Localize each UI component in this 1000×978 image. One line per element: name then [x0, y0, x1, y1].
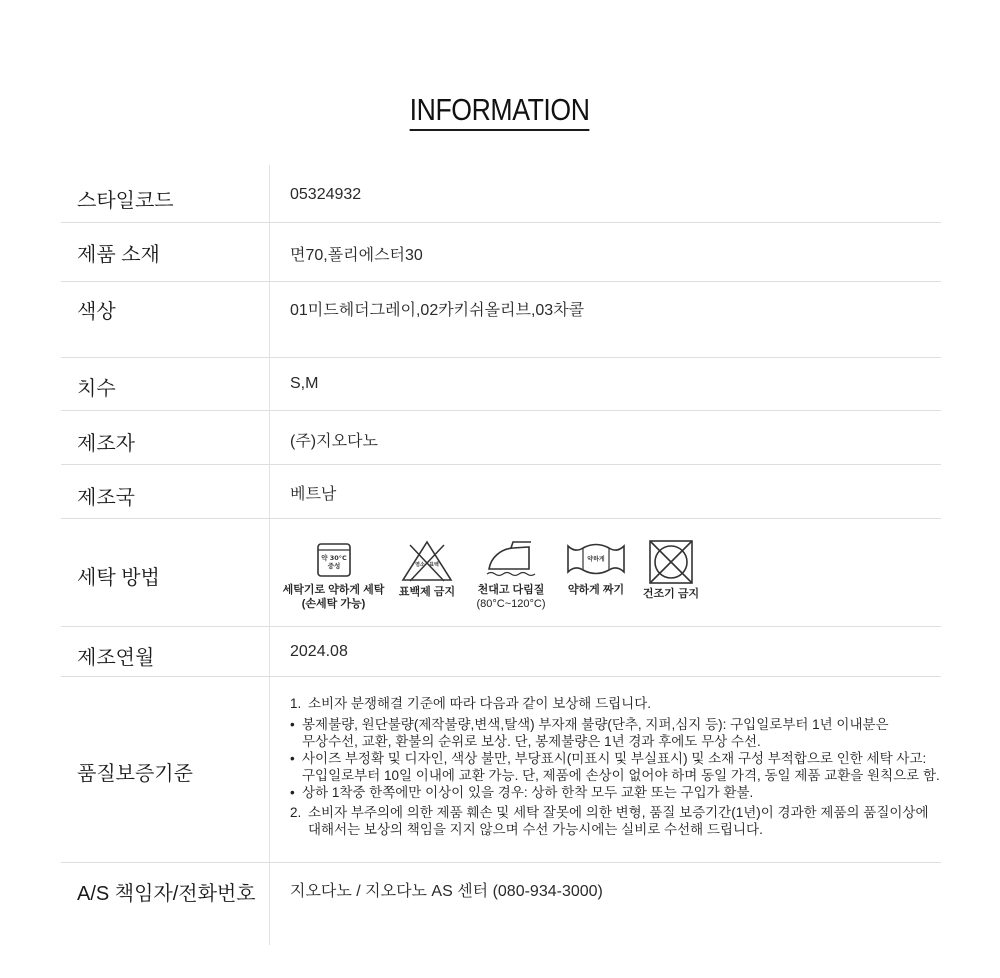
value-material: 면70,폴리에스터30 — [290, 247, 423, 264]
row-washing — [61, 519, 941, 627]
info-table — [61, 165, 941, 943]
row-style-code — [61, 165, 941, 223]
page-title-wrap — [0, 92, 1000, 131]
bullet-dot: • — [290, 717, 295, 732]
care-caption-dry: 건조기 금지 — [642, 588, 700, 600]
label-size: 치수 — [77, 378, 116, 400]
row-warranty — [61, 677, 941, 863]
bleach-chlorine-text: 염소 — [415, 562, 425, 568]
bullet-dot: • — [290, 785, 295, 800]
warranty-b2-line2: 구입일로부터 10일 이내에 교환 가능. 단, 제품에 손상이 없어야 하며 동일 가격, 동일 제품 교환을 원칙으로 함. — [302, 768, 940, 783]
row-date — [61, 627, 941, 677]
label-washing: 세탁 방법 — [77, 567, 160, 589]
care-caption-wring: 약하게 짜기 — [567, 584, 625, 596]
row-maker — [61, 411, 941, 465]
label-material: 제품 소재 — [77, 244, 160, 266]
no-tumble-dry-icon — [647, 539, 695, 585]
care-item-bleach — [387, 539, 467, 599]
care-caption-bleach: 표백제 금지 — [398, 586, 456, 598]
warranty-paragraph-2 — [290, 804, 940, 838]
row-size — [61, 358, 941, 411]
label-as: A/S 책임자/전화번호 — [77, 883, 256, 905]
value-country: 베트남 — [290, 486, 337, 503]
warranty-b1-line1: 봉제불량, 원단불량(제작불량,변색,탈색) 부자재 불량(단추, 지퍼,심지 등): 구입일로부터 1년 이내분은 — [302, 717, 889, 732]
wash-neutral-text: 중성 — [327, 562, 340, 570]
row-country — [61, 465, 941, 519]
warranty-paragraph-1 — [290, 695, 940, 712]
warranty-text — [290, 695, 940, 839]
warranty-p2-line2: 대해서는 보상의 책임을 지지 않으며 수선 가능시에는 실비로 수선해 드립니다. — [308, 822, 763, 837]
warranty-num-1: 1. — [290, 696, 302, 711]
value-color: 01미드헤더그레이,02카키쉬올리브,03차콜 — [290, 302, 585, 319]
warranty-bullet-3 — [290, 784, 940, 801]
care-item-dry — [631, 539, 711, 601]
care-item-wring — [551, 539, 641, 597]
wring-text: 약하게 — [587, 556, 605, 563]
warranty-bullet-1 — [290, 716, 940, 750]
page-title: INFORMATION — [410, 92, 590, 131]
label-maker: 제조자 — [77, 433, 135, 455]
row-material — [61, 223, 941, 282]
row-as — [61, 863, 941, 943]
gentle-wring-icon — [565, 539, 627, 577]
row-color — [61, 282, 941, 358]
warranty-b1-line2: 무상수선, 교환, 환불의 순위로 보상. 단, 봉제불량은 1년 경과 후에도 무상 수선. — [302, 734, 761, 749]
warranty-b3-line: 상하 1착중 한쪽에만 이상이 있을 경우: 상하 한착 모두 교환 또는 구입가 환불. — [302, 785, 754, 800]
value-as: 지오다노 / 지오다노 AS 센터 (080-934-3000) — [290, 883, 603, 900]
warranty-num-2: 2. — [290, 805, 302, 820]
label-color: 색상 — [77, 301, 116, 323]
care-item-iron — [461, 539, 561, 611]
label-country: 제조국 — [77, 487, 135, 509]
iron-icon — [483, 539, 539, 579]
care-caption-iron-1: 천대고 다림질 — [477, 584, 545, 596]
label-style-code: 스타일코드 — [77, 190, 174, 212]
value-size: S,M — [290, 375, 319, 392]
wash-tub-icon — [314, 539, 354, 579]
wash-temp-text: 약 30°C — [320, 554, 347, 562]
no-bleach-icon — [400, 539, 454, 583]
care-item-wash — [281, 539, 386, 611]
warranty-b2-line1: 사이즈 부정확 및 디자인, 색상 불만, 부당표시(미표시 및 부실표시) 및 소재 구성 부적합으로 인한 세탁 사고: — [302, 751, 927, 766]
care-caption-wash-2: (손세탁 가능) — [301, 598, 366, 610]
value-maker: (주)지오다노 — [290, 433, 378, 450]
bullet-dot: • — [290, 751, 295, 766]
label-date: 제조연월 — [77, 647, 155, 669]
bleach-text: 표백 — [429, 562, 439, 568]
value-style-code: 05324932 — [290, 186, 362, 203]
warranty-p2-line1: 소비자 부주의에 의한 제품 훼손 및 세탁 잘못에 의한 변형, 품질 보증기간(1년)이 경과한 제품의 품질이상에 — [308, 805, 929, 820]
warranty-bullet-2 — [290, 750, 940, 784]
care-symbols — [281, 533, 711, 618]
warranty-p1-text: 소비자 분쟁해결 기준에 따라 다음과 같이 보상해 드립니다. — [308, 696, 651, 711]
care-caption-iron-2: (80°C~120°C) — [476, 598, 546, 610]
value-date: 2024.08 — [290, 643, 348, 660]
label-warranty: 품질보증기준 — [77, 763, 193, 785]
care-caption-wash-1: 세탁기로 약하게 세탁 — [282, 584, 385, 596]
